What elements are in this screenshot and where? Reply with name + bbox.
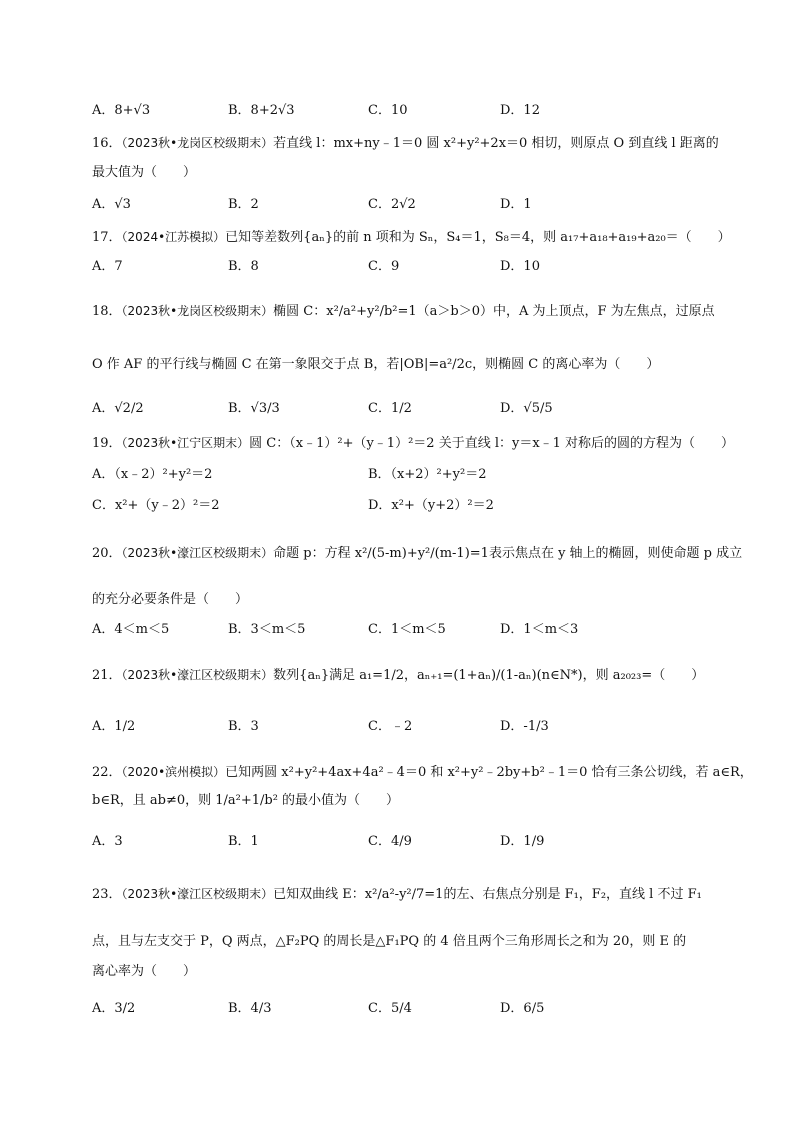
- q15-option-b: B．8+2√3: [228, 103, 295, 118]
- q17-stem-line1: [92, 228, 731, 247]
- q18-text1: 椭圆 C：x²/a²+y²/b²=1（a＞b＞0）中，A 为上顶点，F 为左焦点，过原点: [273, 304, 715, 319]
- q15-option-c: C．10: [368, 103, 408, 118]
- q22-option-a: A．3: [92, 834, 123, 849]
- q22-option-d: D．1/9: [500, 834, 545, 849]
- q22-option-b: B．1: [228, 834, 259, 849]
- q18-source: （2023秋•龙岗区校级期末）: [121, 304, 274, 318]
- q22-stem-line1: [92, 763, 753, 782]
- q23-stem-line2: 点，且与左支交于 P，Q 两点，△F₂PQ 的周长是△F₁PQ 的 4 倍且两个三角形周长之和为 20，则 E 的: [92, 934, 687, 949]
- q23-text1: 已知双曲线 E：x²/a²-y²/7=1的左、右焦点分别是 F₁，F₂，直线 l 不过 F₁: [273, 887, 702, 902]
- q17-option-c: C．9: [368, 259, 400, 274]
- q16-text1: 若直线 l：mx+ny﹣1＝0 圆 x²+y²+2x＝0 相切，则原点 O 到直线 l 距离的: [273, 136, 719, 151]
- q23-number: 23．: [92, 887, 122, 902]
- q23-stem-line3: 离心率为（ ）: [92, 964, 197, 979]
- q20-option-d: D．1＜m＜3: [500, 622, 579, 637]
- q17-number: 17．: [92, 230, 122, 245]
- q16-option-a: A．√3: [92, 197, 131, 212]
- q15-option-a: A．8+√3: [92, 103, 151, 118]
- q23-option-a: A．3/2: [92, 1001, 136, 1016]
- q18-option-c: C．1/2: [368, 401, 412, 416]
- q21-source: （2023秋•濠江区校级期末）: [121, 668, 274, 682]
- q19-option-b: B．（x+2）²+y²＝2: [368, 467, 487, 482]
- q20-option-b: B．3＜m＜5: [228, 622, 306, 637]
- q17-option-a: A．7: [92, 259, 123, 274]
- q21-text1: 数列{aₙ}满足 a₁=1/2，aₙ₊₁=(1+aₙ)/(1-aₙ)(n∈N*)，则 a₂₀₂₃=（ ）: [273, 668, 705, 683]
- q22-option-c: C．4/9: [368, 834, 412, 849]
- q23-stem-line1: [92, 885, 702, 904]
- q20-option-a: A．4＜m＜5: [92, 622, 170, 637]
- q19-option-c: C．x²+（y﹣2）²＝2: [92, 498, 220, 513]
- q18-option-d: D．√5/5: [500, 401, 553, 416]
- q20-text1: 命题 p：方程 x²/(5-m)+y²/(m-1)=1表示焦点在 y 轴上的椭圆，则使命题 p 成立: [273, 546, 743, 561]
- q20-source: （2023秋•濠江区校级期末）: [121, 546, 274, 560]
- q22-number: 22．: [92, 765, 122, 780]
- q16-stem-line1: [92, 134, 719, 153]
- q19-option-d: D．x²+（y+2）²＝2: [368, 498, 494, 513]
- q21-stem-line1: [92, 666, 704, 685]
- q21-option-b: B．3: [228, 719, 259, 734]
- q19-text1: 圆 C：（x﹣1）²+（y﹣1）²＝2 关于直线 l：y＝x﹣1 对称后的圆的方程为（ ）: [249, 436, 735, 451]
- q21-option-c: C．﹣2: [368, 719, 413, 734]
- q18-option-a: A．√2/2: [92, 401, 144, 416]
- q17-option-d: D．10: [500, 259, 540, 274]
- q23-option-c: C．5/4: [368, 1001, 412, 1016]
- q20-number: 20．: [92, 546, 122, 561]
- q17-source: （2024•江苏模拟）: [121, 230, 226, 244]
- q23-source: （2023秋•濠江区校级期末）: [121, 887, 274, 901]
- q19-source: （2023秋•江宁区期末）: [121, 436, 250, 450]
- q21-option-a: A．1/2: [92, 719, 136, 734]
- q18-number: 18．: [92, 304, 122, 319]
- q21-option-d: D．-1/3: [500, 719, 549, 734]
- q22-source: （2020•滨州模拟）: [121, 765, 226, 779]
- q20-stem-line1: [92, 544, 742, 563]
- q18-stem-line1: [92, 302, 715, 321]
- q16-stem-line2: 最大值为（ ）: [92, 165, 197, 180]
- q16-source: （2023秋•龙岗区校级期末）: [121, 136, 274, 150]
- q23-option-b: B．4/3: [228, 1001, 272, 1016]
- q22-stem-line2: b∈R，且 ab≠0，则 1/a²+1/b² 的最小值为（ ）: [92, 793, 400, 808]
- q16-option-c: C．2√2: [368, 197, 416, 212]
- q23-option-d: D．6/5: [500, 1001, 545, 1016]
- q21-number: 21．: [92, 668, 122, 683]
- q16-option-d: D．1: [500, 197, 532, 212]
- q19-stem-line1: [92, 434, 734, 453]
- q18-option-b: B．√3/3: [228, 401, 280, 416]
- q17-option-b: B．8: [228, 259, 259, 274]
- q20-option-c: C．1＜m＜5: [368, 622, 446, 637]
- q22-text1: 已知两圆 x²+y²+4ax+4a²﹣4＝0 和 x²+y²﹣2by+b²﹣1＝0 恰有三条公切线，若 a∈R，: [225, 765, 753, 780]
- q18-stem-line2: O 作 AF 的平行线与椭圆 C 在第一象限交于点 B，若|OB|=a²/2c，则椭圆 C 的离心率为（ ）: [92, 357, 660, 372]
- q15-option-d: D．12: [500, 103, 540, 118]
- q19-option-a: A．（x﹣2）²+y²＝2: [92, 467, 213, 482]
- q19-number: 19．: [92, 436, 122, 451]
- q20-stem-line2: 的充分必要条件是（ ）: [92, 592, 249, 607]
- q16-number: 16．: [92, 136, 122, 151]
- q16-option-b: B．2: [228, 197, 259, 212]
- q17-text1: 已知等差数列{aₙ}的前 n 项和为 Sₙ，S₄＝1，S₈＝4，则 a₁₇+a₁₈+a₁₉+a₂₀＝（ ）: [225, 230, 731, 245]
